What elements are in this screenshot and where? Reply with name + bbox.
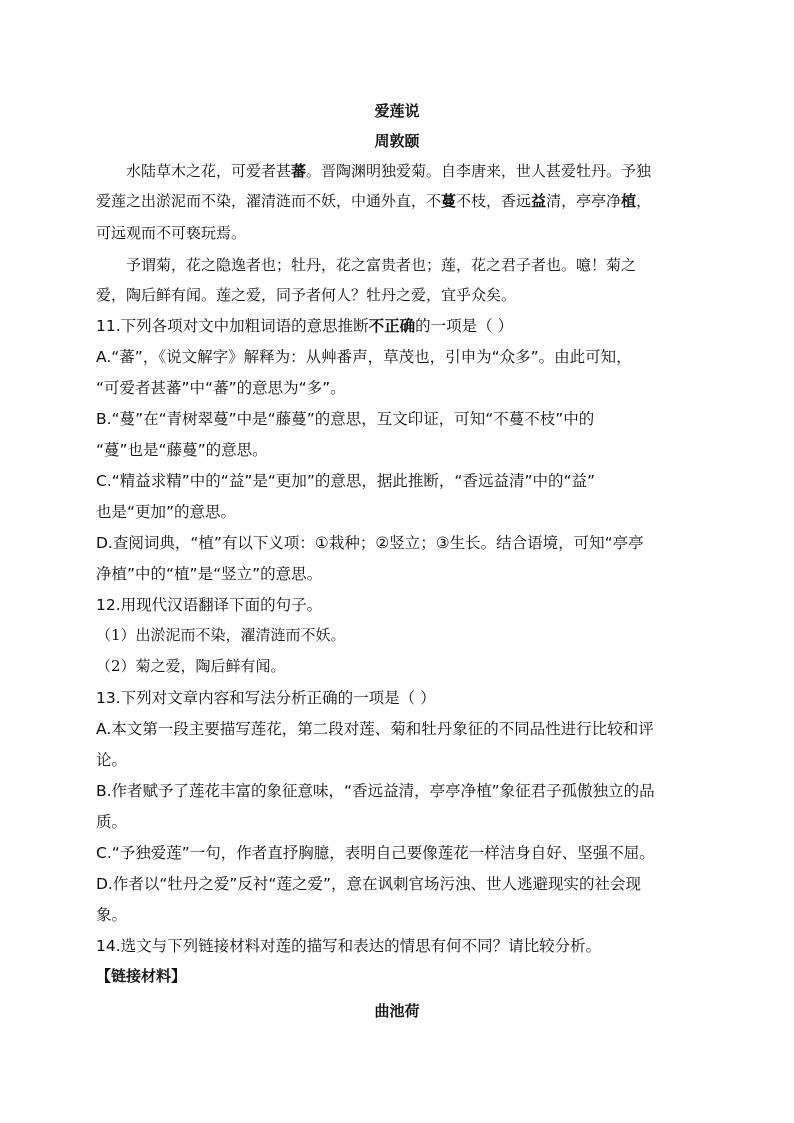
q13-option-d-line-2: 象。	[96, 906, 128, 924]
q11-option-c-line-2: 也是“更加”的意思。	[96, 503, 237, 521]
q13-option-d-line-1: D.作者以“牡丹之爱”反衬“莲之爱”，意在讽刺官场污浊、世人逃避现实的社会现	[96, 875, 641, 893]
essay-line-5: 爱，陶后鲜有闻。莲之爱，同予者何人？牡丹之爱，宜乎众矣。	[96, 286, 517, 304]
bold-keyword: 蔓	[441, 192, 457, 210]
text-segment: 不枝，香远	[456, 192, 532, 210]
bold-keyword: 蕃	[291, 162, 307, 180]
q11-option-a-line-1: A.“蕃”，《说文解字》解释为：从艸番声，草茂也，引申为“众多”。由此可知，	[96, 348, 632, 366]
essay-title: 爱莲说	[374, 102, 420, 120]
q13-option-b-line-1: B.作者赋予了莲花丰富的象征意味，“香远益清，亭亭净植”象征君子孤傲独立的品	[96, 782, 655, 800]
text-segment: 。晋陶渊明独爱菊。自李唐来，世人甚爱牡丹。予独	[306, 162, 652, 180]
poem-title: 曲池荷	[374, 1002, 420, 1020]
question-14: 14.选文与下列链接材料对莲的描写和表达的情思有何不同？请比较分析。	[96, 937, 602, 955]
q11-option-c-line-1: C.“精益求精”中的“益”是“更加”的意思，据此推断，“香远益清”中的“益”	[96, 472, 596, 490]
q13-option-a-line-1: A.本文第一段主要描写莲花，第二段对莲、菊和牡丹象征的不同品性进行比较和评	[96, 720, 654, 738]
q11-option-d-line-2: 净植”中的“植”是“竖立”的意思。	[96, 565, 323, 583]
q13-option-b-line-2: 质。	[96, 813, 128, 831]
link-material-label: 【链接材料】	[96, 967, 187, 985]
text-segment: 爱莲之出淤泥而不染，濯清涟而不妖，中通外直，不	[96, 192, 442, 210]
question-11	[96, 314, 513, 336]
q11-option-d-line-1: D.查阅词典，“植”有以下义项：①栽种；②竖立；③生长。结合语境，可知“亭亭	[96, 534, 644, 552]
essay-line-1	[126, 160, 651, 181]
text-segment: 水陆草木之花，可爱者甚	[126, 162, 292, 180]
essay-line-2	[96, 190, 651, 211]
essay-author: 周敦颐	[374, 132, 420, 150]
question-13: 13.下列对文章内容和写法分析正确的一项是（ ）	[96, 689, 436, 707]
bold-keyword: 益	[531, 192, 547, 210]
bold-keyword: 不正确	[368, 317, 416, 335]
bold-keyword: 植	[621, 192, 637, 210]
text-segment: 11.下列各项对文中加粗词语的意思推断	[96, 317, 369, 335]
q12-sentence-1: （1）出淤泥而不染，濯清涟而不妖。	[96, 626, 346, 644]
text-segment: 清，亭亭净	[546, 192, 622, 210]
text-segment: 的一项是（ ）	[415, 317, 514, 335]
q13-option-a-line-2: 论。	[96, 751, 128, 769]
q11-option-b-line-1: B.“蔓”在“青树翠蔓”中是“藤蔓”的意思，互文印证，可知“不蔓不枝”中的	[96, 410, 595, 428]
essay-line-3: 可远观而不可亵玩焉。	[96, 224, 247, 242]
text-segment: ，	[636, 192, 652, 210]
essay-line-4: 予谓菊，花之隐逸者也；牡丹，花之富贵者也；莲，花之君子者也。噫！菊之	[126, 256, 637, 274]
q11-option-b-line-2: “蔓”也是“藤蔓”的意思。	[96, 441, 268, 459]
q13-option-c-line-1: C.“予独爱莲”一句，作者直抒胸臆，表明自己要像莲花一样洁身自好、坚强不屈。	[96, 844, 655, 862]
q11-option-a-line-2: “可爱者甚蕃”中“蕃”的意思为“多”。	[96, 379, 346, 397]
question-12: 12.用现代汉语翻译下面的句子。	[96, 596, 323, 614]
q12-sentence-2: （2）菊之爱，陶后鲜有闻。	[96, 657, 286, 675]
